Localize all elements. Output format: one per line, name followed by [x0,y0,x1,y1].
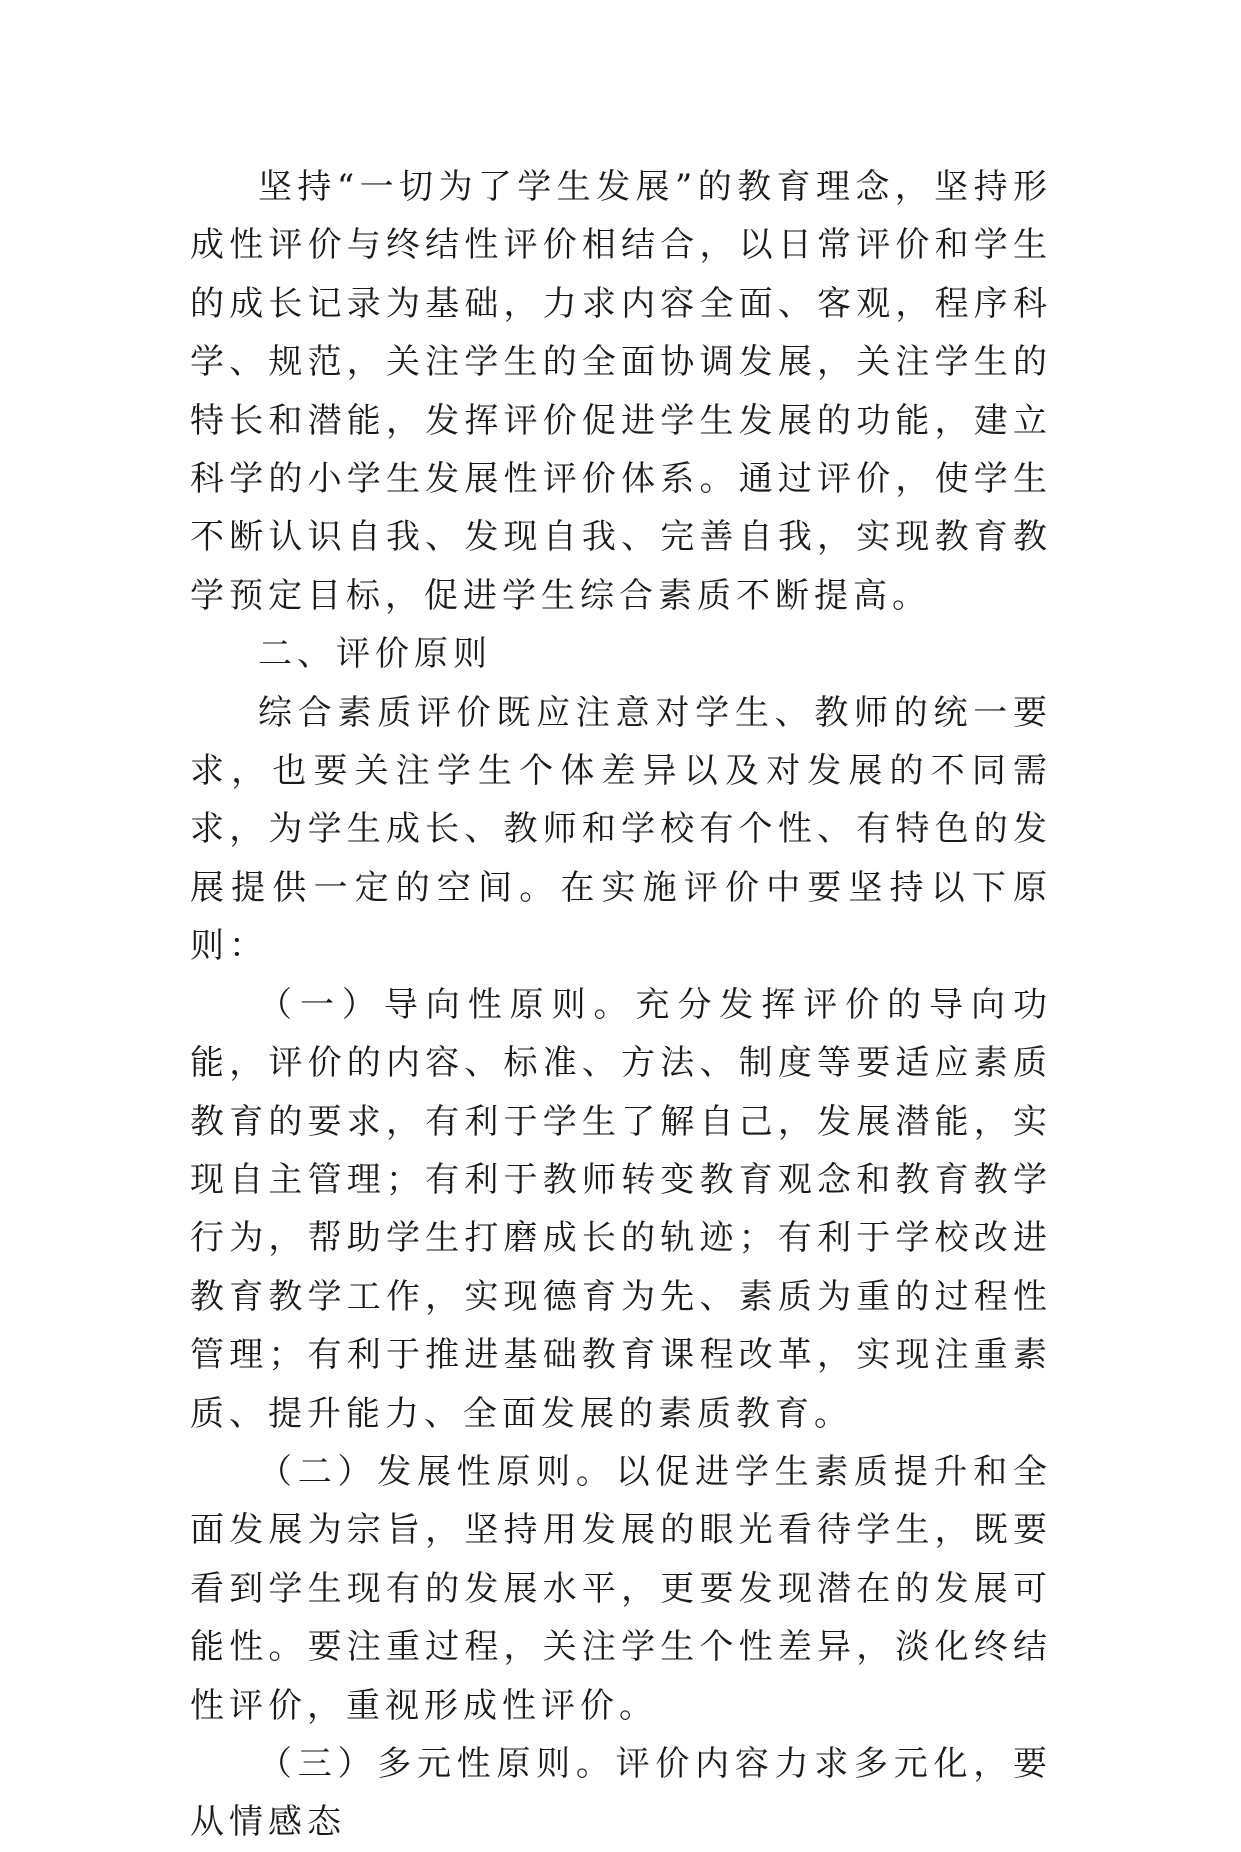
paragraph-guidance-principle: （一）导向性原则。充分发挥评价的导向功能，评价的内容、标准、方法、制度等要适应素质教育的要求，有利于学生了解自己，发展潜能，实现自主管理；有利于教师转变教育观念和教育教学行为，帮助学生打磨成长的轨迹；有利于学校改进教育教学工作，实现德育为先、素质为重的过程性管理；有利于推进基础教育课程改革，实现注重素质、提升能力、全面发展的素质教育。 [190,984,1052,1434]
paragraph-principles-intro: 综合素质评价既应注意对学生、教师的统一要求，也要关注学生个体差异以及对发展的不同需求，为学生成长、教师和学校有个性、有特色的发展提供一定的空间。在实施评价中要坚持以下原则： [190,692,1052,967]
paragraph-development-principle: （二）发展性原则。以促进学生素质提升和全面发展为宗旨，坚持用发展的眼光看待学生，既要看到学生现有的发展水平，更要发现潜在的发展可能性。要注重过程，关注学生个性差异，淡化终结性评价，重视形成性评价。 [190,1451,1052,1726]
document-body [190,158,1052,1852]
section-heading-evaluation-principles: 二、评价原则 [258,634,492,675]
paragraph-philosophy: 坚持“一切为了学生发展”的教育理念，坚持形成性评价与终结性评价相结合，以日常评价和学生的成长记录为基础，力求内容全面、客观，程序科学、规范，关注学生的全面协调发展，关注学生的特长和潜能，发挥评价促进学生发展的功能，建立科学的小学生发展性评价体系。通过评价，使学生不断认识自我、发现自我、完善自我，实现教育教学预定目标，促进学生综合素质不断提高。 [190,167,1052,616]
paragraph-diversity-principle: （三）多元性原则。评价内容力求多元化，要从情感态 [190,1743,1052,1843]
